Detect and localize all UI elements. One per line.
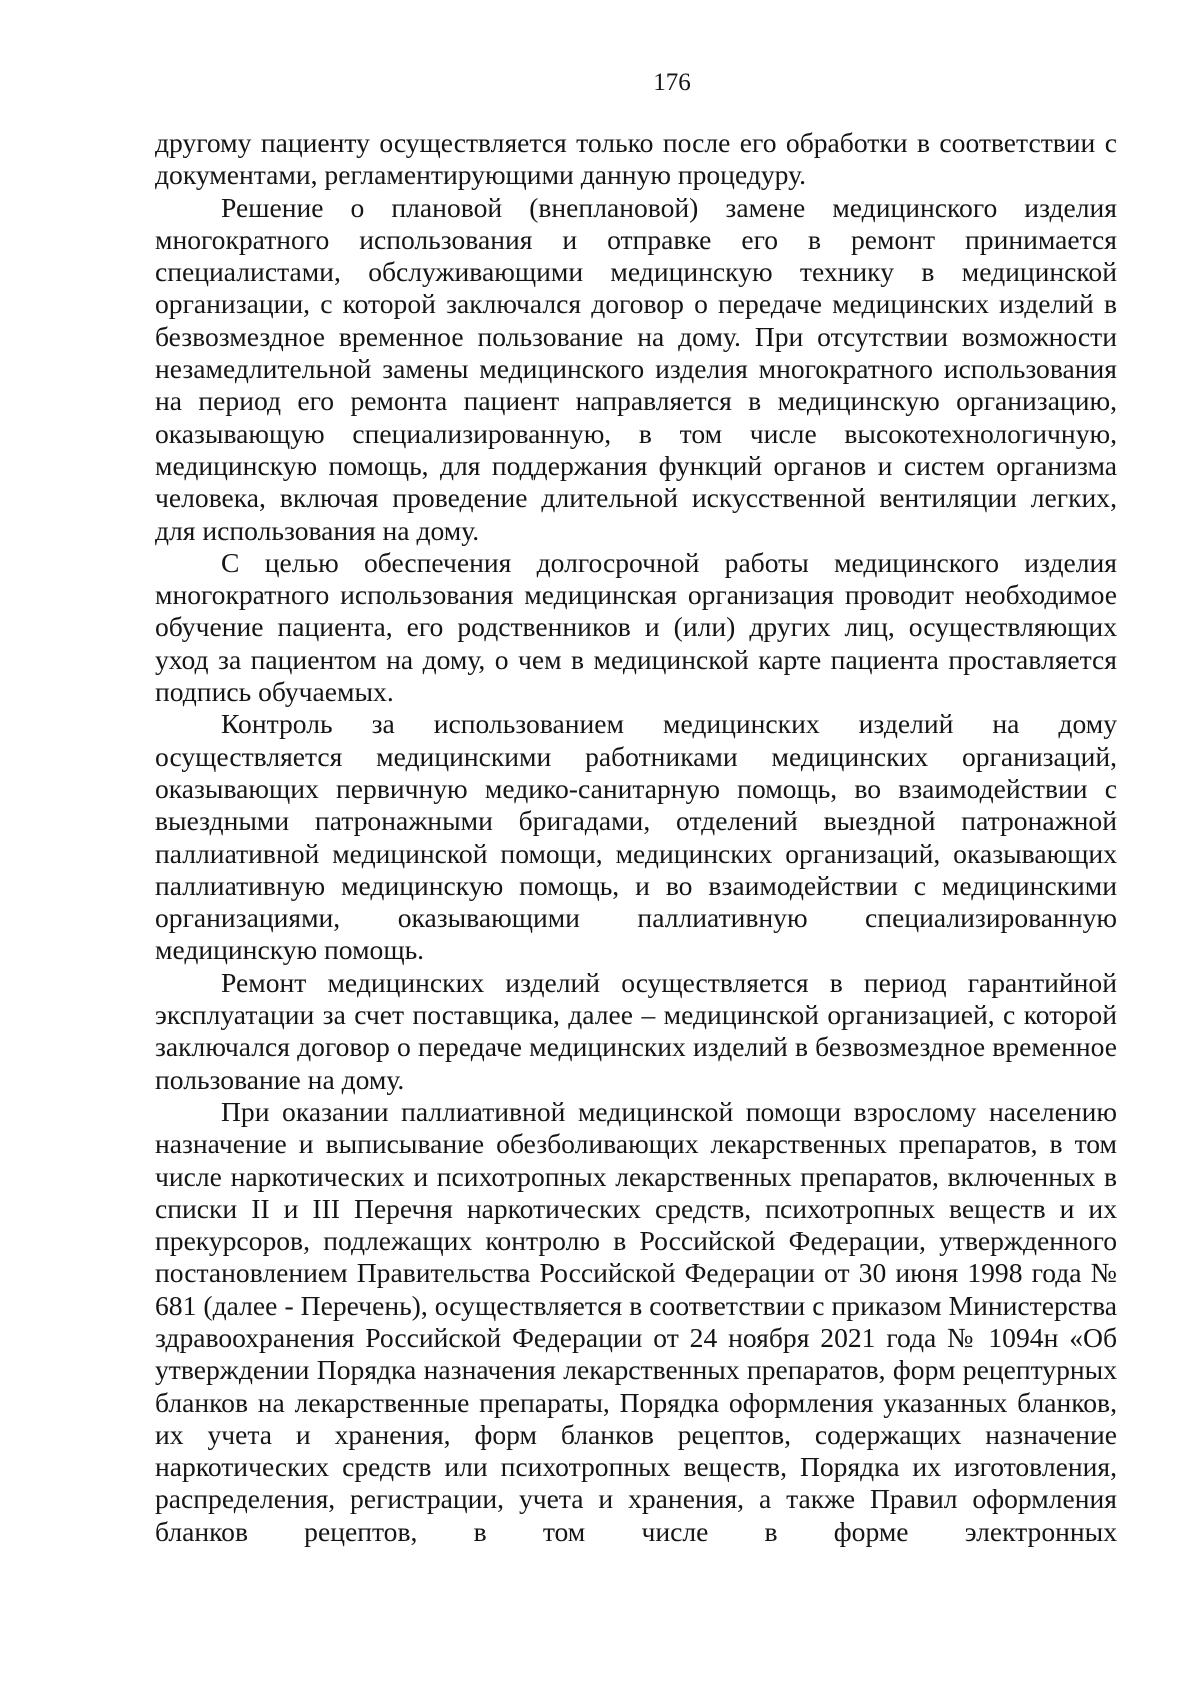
paragraph-patient-training: С целью обеспечения долгосрочной работы медицинского изделия многократного использования медицинская организация проводит необходимое обучение пациента, его родственников и (или) других лиц, осуществляющих уход за пациентом на дому, о чем в медицинской карте пациента проставляется подпись обучаемых. bbox=[155, 546, 1117, 708]
document-body bbox=[155, 127, 1117, 1548]
paragraph-warranty-repair: Ремонт медицинских изделий осуществляется в период гарантийной эксплуатации за счет поставщика, далее – медицинской организацией, с которой заключался договор о передаче медицинских изделий в безвозмездное временное пользование на дому. bbox=[155, 966, 1117, 1095]
paragraph-continuation: другому пациенту осуществляется только после его обработки в соответствии с документами, регламентирующими данную процедуру. bbox=[155, 127, 1117, 191]
page-number: 176 bbox=[653, 69, 691, 96]
paragraph-usage-control: Контроль за использованием медицинских изделий на дому осуществляется медицинскими работниками медицинских организаций, оказывающих первичную медико-санитарную помощь, во взаимодействии с выездными патронажными бригадами, отделений выездной патронажной паллиативной медицинской помощи, медицинских организаций, оказывающих паллиативную медицинскую помощь, и во взаимодействии с медицинскими организациями, оказывающими паллиативную специализированную медицинскую помощь. bbox=[155, 708, 1117, 966]
paragraph-analgesic-prescription: При оказании паллиативной медицинской помощи взрослому населению назначение и выписывание обезболивающих лекарственных препаратов, в том числе наркотических и психотропных лекарственных препаратов, включенных в списки II и III Перечня наркотических средств, психотропных веществ и их прекурсоров, подлежащих контролю в Российской Федерации, утвержденного постановлением Правительства Российской Федерации от 30 июня 1998 года № 681 (далее - Перечень), осуществляется в соответствии с приказом Министерства здравоохранения Российской Федерации от 24 ноября 2021 года № 1094н «Об утверждении Порядка назначения лекарственных препаратов, форм рецептурных бланков на лекарственные препараты, Порядка оформления указанных бланков, их учета и хранения, форм бланков рецептов, содержащих назначение наркотических средств или психотропных веществ, Порядка их изготовления, распределения, регистрации, учета и хранения, а также Правил оформления бланков рецептов, в том числе в форме электронных bbox=[155, 1095, 1117, 1547]
paragraph-equipment-replacement: Решение о плановой (внеплановой) замене медицинского изделия многократного использования и отправке его в ремонт принимается специалистами, обслуживающими медицинскую технику в медицинской организации, с которой заключался договор о передаче медицинских изделий в безвозмездное временное пользование на дому. При отсутствии возможности незамедлительной замены медицинского изделия многократного использования на период его ремонта пациент направляется в медицинскую организацию, оказывающую специализированную, в том числе высокотехнологичную, медицинскую помощь, для поддержания функций органов и систем организма человека, включая проведение длительной искусственной вентиляции легких, для использования на дому. bbox=[155, 191, 1117, 546]
